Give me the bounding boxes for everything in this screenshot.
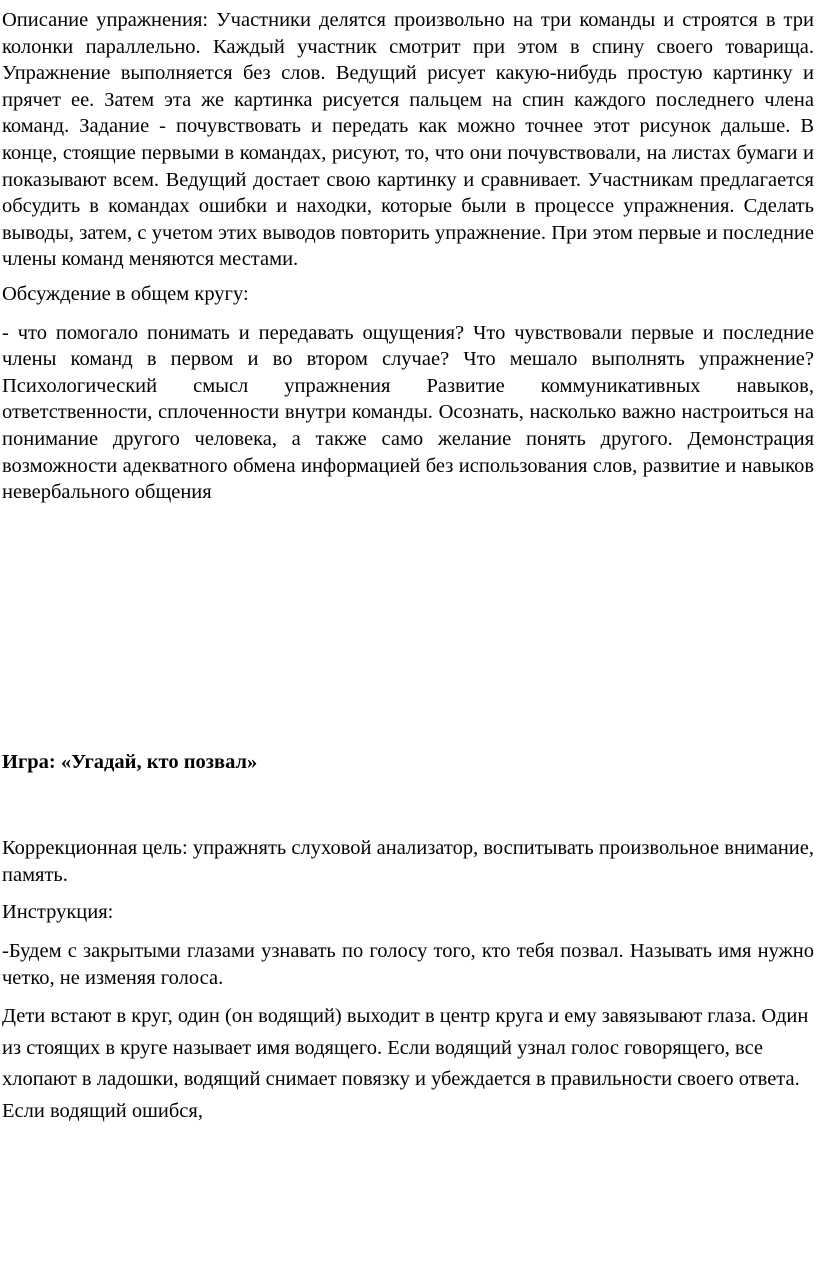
game-rules-paragraph: Дети встают в круг, один (он водящий) выходит в центр круга и ему завязывают глаза. Один из стоящих в круге называет имя водящего. Если водящий узнал голос говорящего, все хлопают в ладошки, водящий снимает повязку и убеждается в правильности своего ответа. Если водящий ошибся, [2,1005,809,1122]
game-title: Игра: «Угадай, кто позвал» [2,750,258,773]
exercise-description-paragraph: Описание упражнения: Участники делятся произвольно на три команды и строятся в три колонки параллельно. Каждый участник смотрит при этом в спину своего товарища. Упражнение выполняется без слов. Ведущий рисует какую-нибудь простую картинку и прячет ее. Затем эта же картинка рисуется пальцем на спин каждого последнего члена команд. Задание - почувствовать и передать как можно точнее этот рисунок дальше. В конце, стоящие первыми в командах, рисуют, то, что они почувствовали, на листах бумаги и показывают всем. Ведущий достает свою картинку и сравнивает. Участникам предлагается обсудить в командах ошибки и находки, которые были в процессе упражнения. Сделать выводы, затем, с учетом этих выводов повторить упражнение. При этом первые и последние члены команд меняются местами. [2,9,814,271]
correction-goal-paragraph: Коррекционная цель: упражнять слуховой анализатор, воспитывать произвольное внимание, память. [2,837,814,886]
blank-space-small [2,775,814,835]
discussion-paragraph: - что помогало понимать и передавать ощущения? Что чувствовали первые и последние члены команд в первом и во втором случае? Что мешало выполнять упражнение? Психологический смысл упражнения Развитие коммуникативных навыков, ответственности, сплоченности внутри команды. Осознать, насколько важно настроиться на понимание другого человека, а также само желание понять другого. Демонстрация возможности адекватного обмена информацией без использования слов, развитие и навыков невербального общения [2,321,814,504]
blank-space [2,506,814,749]
instruction-paragraph: -Будем с закрытыми глазами узнавать по голосу того, кто тебя позвал. Называть имя нужно четко, не изменяя голоса. [2,940,814,989]
discussion-title: Обсуждение в общем кругу: [2,282,249,305]
instruction-label: Инструкция: [2,901,114,924]
